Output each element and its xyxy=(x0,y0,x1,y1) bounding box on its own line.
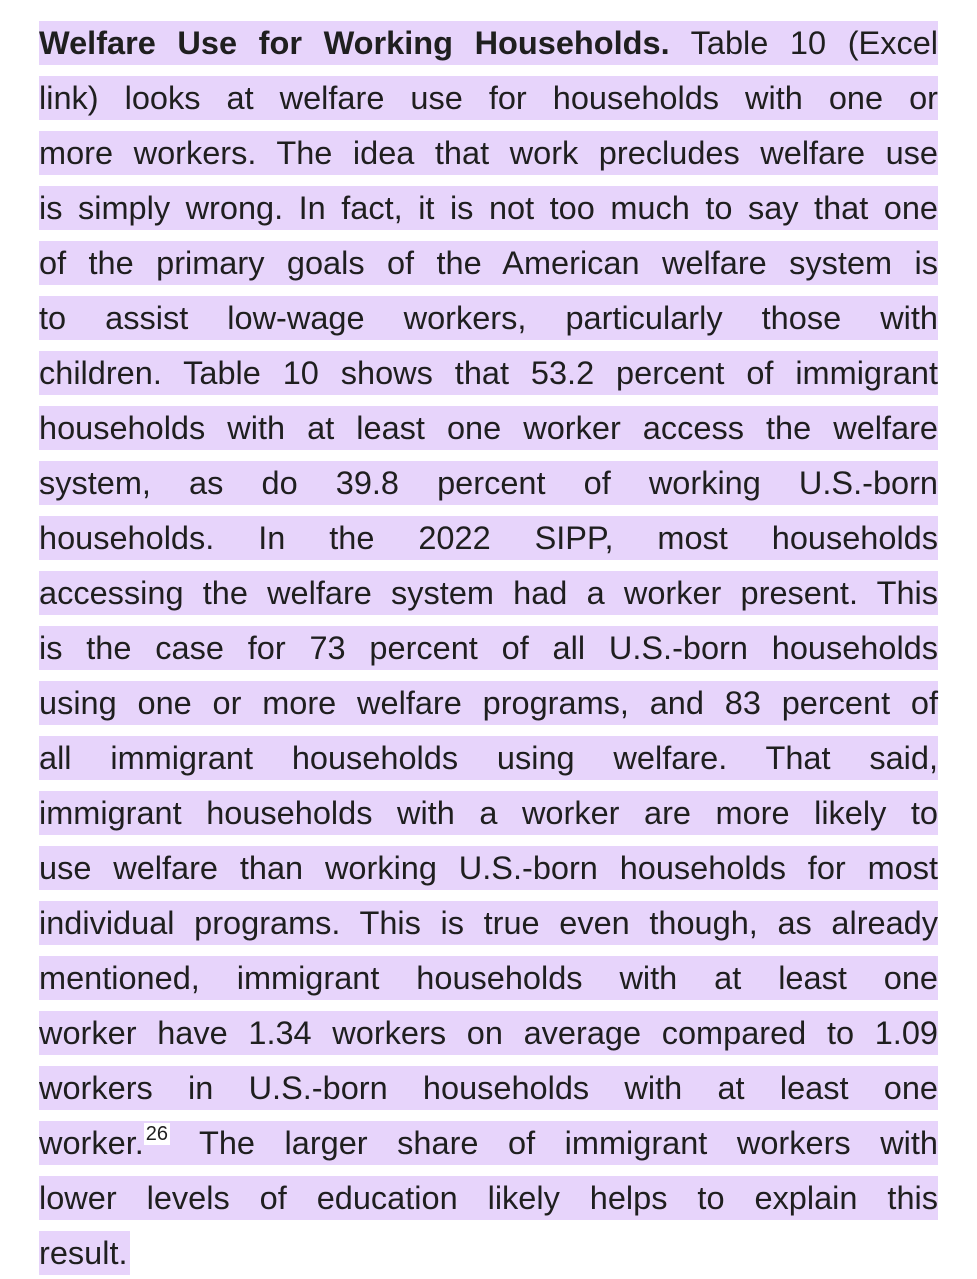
text-run: Table 10 (Excel xyxy=(669,25,938,61)
text-line-23 xyxy=(39,1227,938,1278)
text-line-5 xyxy=(39,241,938,292)
highlighted-line: worker have 1.34 workers on average compared to 1.09 xyxy=(39,1011,938,1055)
highlighted-line: link) looks at welfare use for households with one or xyxy=(39,76,938,120)
document-paragraph xyxy=(39,17,938,1278)
text-line-4 xyxy=(39,186,938,237)
text-line-8 xyxy=(39,406,938,457)
highlighted-line: use welfare than working U.S.-born households for most xyxy=(39,846,938,890)
text-line-22 xyxy=(39,1176,938,1227)
text-line-10 xyxy=(39,516,938,567)
text-line-18 xyxy=(39,956,938,1007)
highlighted-line: workers in U.S.-born households with at least one xyxy=(39,1066,938,1110)
highlighted-line: households. In the 2022 SIPP, most households xyxy=(39,516,938,560)
highlighted-line xyxy=(39,21,938,65)
text-line-11 xyxy=(39,571,938,622)
text-line-15 xyxy=(39,791,938,842)
highlighted-line: households with at least one worker access the welfare xyxy=(39,406,938,450)
highlighted-line: lower levels of education likely helps to explain this xyxy=(39,1176,938,1220)
highlighted-line: system, as do 39.8 percent of working U.S.-born xyxy=(39,461,938,505)
highlighted-line: to assist low-wage workers, particularly those with xyxy=(39,296,938,340)
highlighted-line: accessing the welfare system had a worker present. This xyxy=(39,571,938,615)
highlighted-line: of the primary goals of the American welfare system is xyxy=(39,241,938,285)
text-line-13 xyxy=(39,681,938,732)
highlighted-line: is simply wrong. In fact, it is not too much to say that one xyxy=(39,186,938,230)
text-line-12 xyxy=(39,626,938,677)
highlighted-line xyxy=(39,1121,938,1165)
highlighted-line: immigrant households with a worker are more likely to xyxy=(39,791,938,835)
highlighted-line: using one or more welfare programs, and 83 percent of xyxy=(39,681,938,725)
text-line-21 xyxy=(39,1121,938,1172)
text-line-2 xyxy=(39,76,938,127)
highlighted-line: mentioned, immigrant households with at least one xyxy=(39,956,938,1000)
text-line-7 xyxy=(39,351,938,402)
highlighted-line: result. xyxy=(39,1231,130,1275)
highlighted-line: is the case for 73 percent of all U.S.-born households xyxy=(39,626,938,670)
text-run: The larger share of immigrant workers with xyxy=(170,1125,938,1161)
text-line-1 xyxy=(39,21,938,72)
text-line-9 xyxy=(39,461,938,512)
text-line-6 xyxy=(39,296,938,347)
highlighted-line: children. Table 10 shows that 53.2 percent of immigrant xyxy=(39,351,938,395)
text-line-17 xyxy=(39,901,938,952)
text-line-19 xyxy=(39,1011,938,1062)
footnote-link[interactable]: 26 xyxy=(145,1123,169,1145)
text-run: worker. xyxy=(39,1125,144,1161)
paragraph-heading: Welfare Use for Working Households. xyxy=(39,25,670,61)
text-line-14 xyxy=(39,736,938,787)
highlighted-line: more workers. The idea that work precludes welfare use xyxy=(39,131,938,175)
text-line-16 xyxy=(39,846,938,897)
text-line-3 xyxy=(39,131,938,182)
text-line-20 xyxy=(39,1066,938,1117)
highlighted-line: all immigrant households using welfare. That said, xyxy=(39,736,938,780)
highlighted-line: individual programs. This is true even though, as already xyxy=(39,901,938,945)
